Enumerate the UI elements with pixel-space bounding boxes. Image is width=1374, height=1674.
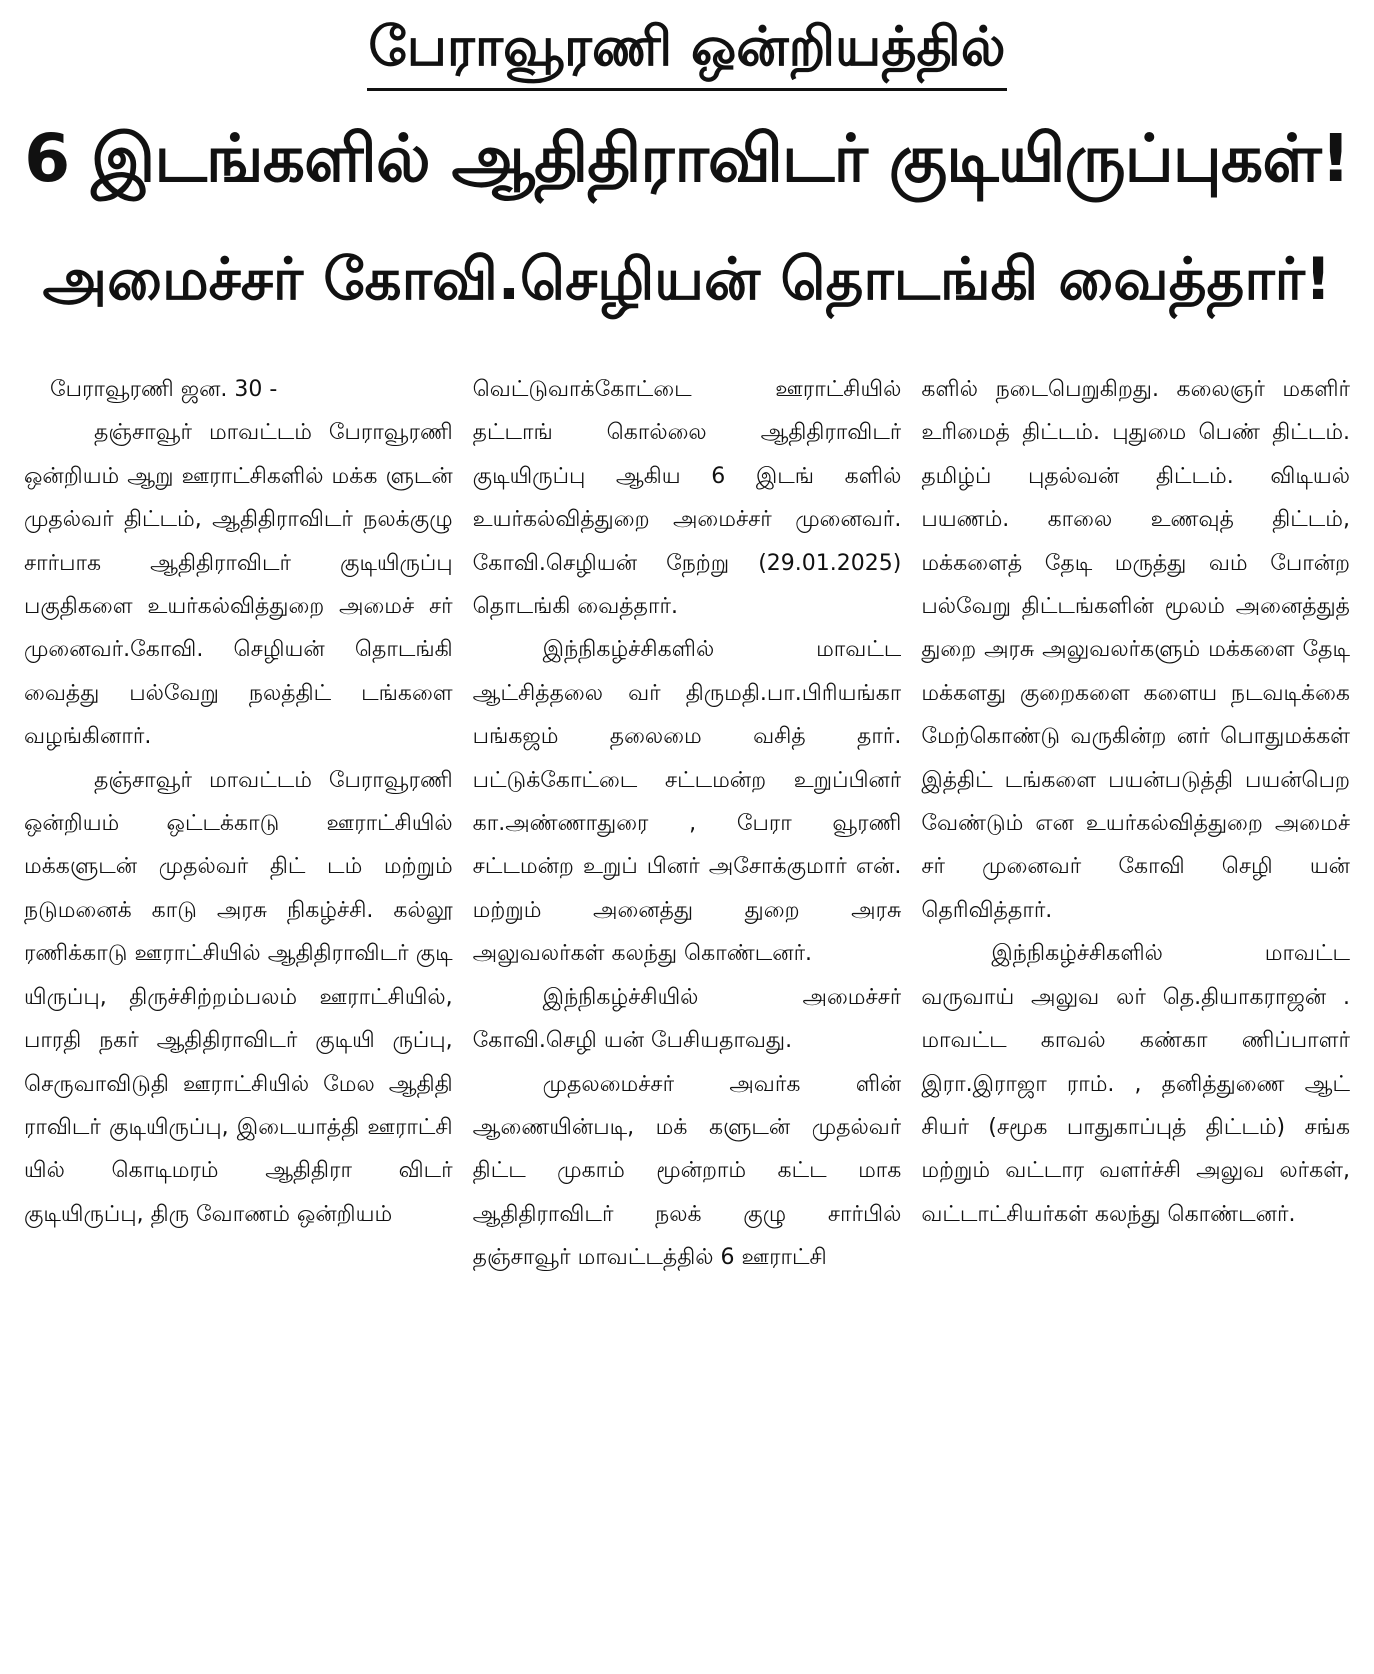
article-column-2	[473, 368, 902, 1668]
article-paragraph: இந்நிகழ்ச்சிகளில் மாவட்ட வருவாய் அலுவ லர் தெ.தியாகராஜன் . மாவட்ட காவல் கண்கா ணிப்பாளர் இரா.இராஜா ராம். , தனித்துணை ஆட் சியர் (சமூக பாதுகாப்புத் திட்டம்) சங்க மற்றும் வட்டார வளர்ச்சி அலுவ லர்கள், வட்டாட்சியர்கள் கலந்து கொண்டனர்.	[921, 941, 1351, 1227]
main-headline: 6 இடங்களில் ஆதிதிராவிடர் குடியிருப்புகள்!	[24, 120, 1350, 197]
article-column-1	[24, 368, 453, 1668]
dateline: பேராவூரணி ஜன. 30 -	[50, 377, 278, 402]
article-paragraph: வெட்டுவாக்கோட்டை ஊராட்சியில் தட்டாங் கொல்லை ஆதிதிராவிடர் குடியிருப்பு ஆகிய 6 இடங் களில் உயர்கல்வித்துறை அமைச்சர் முனைவர். கோவி.செழியன் நேற்று (29.01.2025) தொடங்கி வைத்தார்.	[472, 377, 902, 620]
article-paragraph: இந்நிகழ்ச்சியில் அமைச்சர் கோவி.செழி யன் பேசியதாவது.	[472, 984, 902, 1054]
article-paragraph: களில் நடைபெறுகிறது. கலைஞர் மகளிர் உரிமைத் திட்டம். புதுமை பெண் திட்டம். தமிழ்ப் புதல்வன் திட்டம். விடியல் பயணம். காலை உணவுத் திட்டம், மக்களைத் தேடி மருத்து வம் போன்ற பல்வேறு திட்டங்களின் மூலம் அனைத்துத் துறை அரசு அலுவலர்களும் மக்களை தேடி மக்களது குறைகளை களைய நடவடிக்கை மேற்கொண்டு வருகின்ற னர் பொதுமக்கள் இத்திட் டங்களை பயன்படுத்தி பயன்பெற வேண்டும் என உயர்கல்வித்துறை அமைச் சர் முனைவர் கோவி செழி யன் தெரிவித்தார்.	[921, 377, 1351, 923]
article-paragraph: இந்நிகழ்ச்சிகளில் மாவட்ட ஆட்சித்தலை வர் திருமதி.பா.பிரியங்கா பங்கஜம் தலைமை வசித் தார். பட்டுக்கோட்டை சட்டமன்ற உறுப்பினர் கா.அண்ணாதுரை , பேரா வூரணி சட்டமன்ற உறுப் பினர் அசோக்குமார் என். மற்றும் அனைத்து துறை அரசு அலுவலர்கள் கலந்து கொண்டனர்.	[472, 637, 902, 967]
kicker-heading: பேராவூரணி ஒன்றியத்தில்	[368, 15, 1006, 78]
article-paragraph: முதலமைச்சர் அவர்க ளின் ஆணையின்படி, மக் களுடன் முதல்வர் திட்ட முகாம் மூன்றாம் கட்ட மாக ஆதிதிராவிடர் நலக் குழு சார்பில் தஞ்சாவூர் மாவட்டத்தில் 6 ஊராட்சி	[472, 1071, 902, 1271]
article-paragraph: தஞ்சாவூர் மாவட்டம் பேராவூரணி ஒன்றியம் ஒட்டக்காடு ஊராட்சியில் மக்களுடன் முதல்வர் திட் டம் மற்றும் நடுமனைக் காடு அரசு நிகழ்ச்சி. கல்லூ ரணிக்காடு ஊராட்சியில் ஆதிதிராவிடர் குடி யிருப்பு, திருச்சிற்றம்பலம் ஊராட்சியில், பாரதி நகர் ஆதிதிராவிடர் குடியி ருப்பு, செருவாவிடுதி ஊராட்சியில் மேல ஆதிதி ராவிடர் குடியிருப்பு, இடையாத்தி ஊராட்சி யில் கொடிமரம் ஆதிதிரா விடர் குடியிருப்பு, திரு வோணம் ஒன்றியம்	[24, 767, 453, 1227]
sub-headline: அமைச்சர் கோவி.செழியன் தொடங்கி வைத்தார்!	[42, 245, 1332, 313]
newspaper-clipping	[0, 8, 1374, 1674]
article-column-3	[921, 368, 1350, 1668]
kicker-underline	[367, 88, 1007, 91]
article-body	[24, 368, 1350, 1668]
article-paragraph: தஞ்சாவூர் மாவட்டம் பேராவூரணி ஒன்றியம் ஆறு ஊராட்சிகளில் மக்க ளுடன் முதல்வர் திட்டம், ஆதிதிராவிடர் நலக்குழு சார்பாக ஆதிதிராவிடர் குடியிருப்பு பகுதிகளை உயர்கல்வித்துறை அமைச் சர் முனைவர்.கோவி. செழியன் தொடங்கி வைத்து பல்வேறு நலத்திட் டங்களை வழங்கினார்.	[24, 420, 453, 750]
